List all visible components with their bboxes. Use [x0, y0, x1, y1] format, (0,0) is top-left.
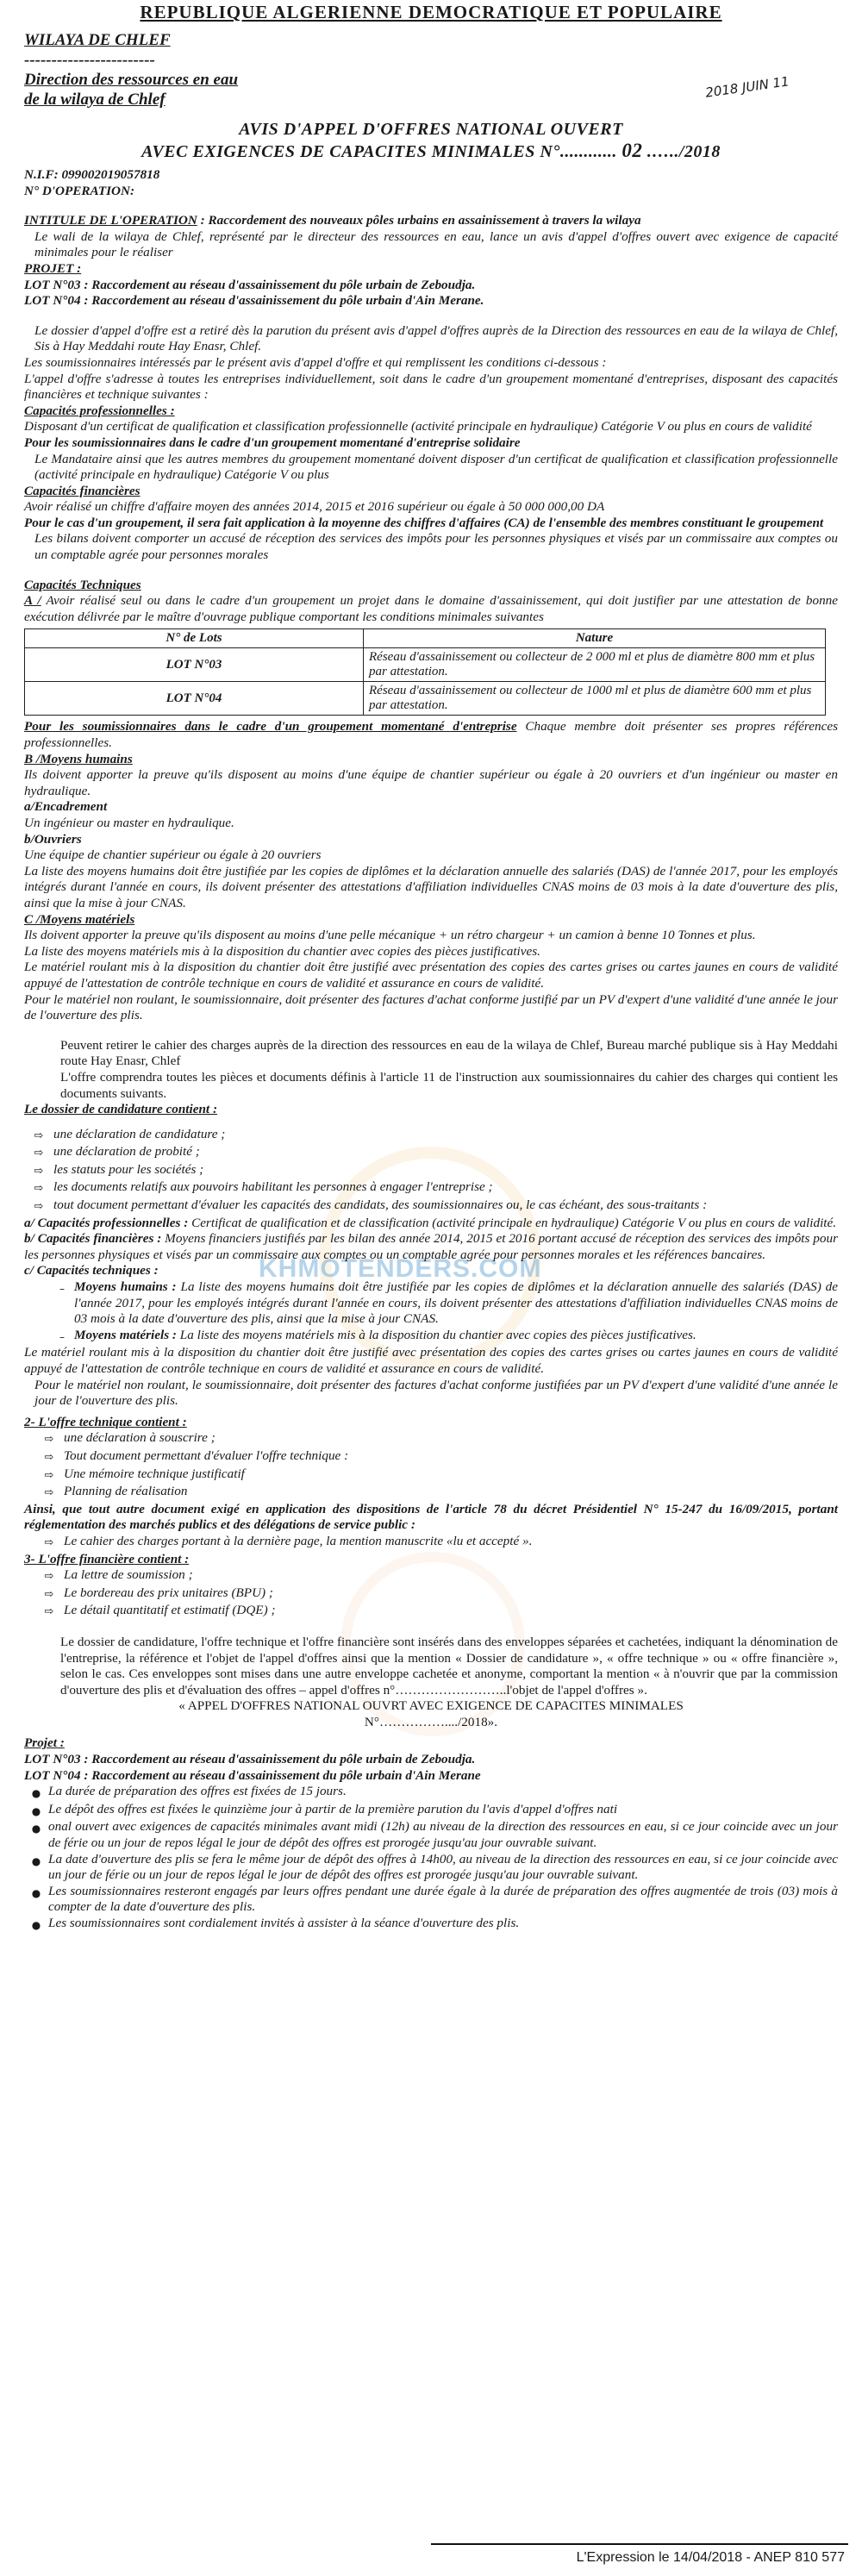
list-item: ⇨ tout document permettant d'évaluer les capacités des candidats, des soumissionnaires ou, le cas échéant, des sous-traitants : [24, 1197, 838, 1216]
header-dashes: ------------------------ [24, 51, 155, 69]
cap-fin-text-2: Pour le cas d'un groupement, il sera fait application à la moyenne des chiffres d'affaires (CA) de l'ensemble des membres constituant le groupement [24, 515, 824, 530]
list-item: ● Le dépôt des offres est fixées le quinzième jour à partir de la première parution du l'avis d'appel d'offres nati [24, 1802, 838, 1820]
dc-roulant: Le matériel roulant mis à la disposition du chantier doit être justifié avec présentation des copies des cartes grises ou cartes jaunes en cours de validité appuyé de l'attestation de contrôle technique en cours de validité et assurance en cours de validité. [24, 1345, 838, 1376]
bullet-icon: ● [31, 1787, 41, 1800]
moyens-materiels-label: C /Moyens matériels [24, 911, 135, 927]
list-item: ● Les soumissionnaires resteront engagés par leurs offres pendant une durée égale à la durée de préparation des offres augmentée de trois (03) mois à compter de la date d'ouverture des plis. [24, 1884, 838, 1916]
ouvriers-text: Une équipe de chantier supérieur ou égale à 20 ouvriers [24, 847, 322, 863]
offre-technique-ainsi: Ainsi, que tout autre document exigé en application des dispositions de l'article 78 du décret Présidentiel N° 15-247 du 16/09/2015, portant réglementation des marchés publics et des délégations de service public : [24, 1501, 838, 1533]
list-item: ⇨ Le détail quantitatif et estimatif (DQE) ; [24, 1603, 838, 1621]
list-item: ⇨ Tout document permettant d'évaluer l'offre technique : [24, 1448, 838, 1466]
cap-tech-grp-label: Pour les soumissionnaires dans le cadre d'un groupement momentané d'entreprise [24, 719, 517, 735]
cap-pro-label: Capacités professionnelles : [24, 403, 175, 418]
direction-line-1: Direction des ressources en eau [24, 71, 239, 89]
list-item: ● onal ouvert avec exigences de capacités minimales avant midi (12h) au niveau de la direction des ressources en eau, si ce jour coincide avec un jour de férie ou un jour de repos légal le jour de dépôt des offres est prorogée jusqu'au jour ouvrable suivant. [24, 1819, 838, 1851]
dossier-intro-p2: Les soumissionnaires intéressés par le présent avis d'appel d'offre et qui remplissent les conditions ci-dessous : [24, 354, 607, 370]
lot-cell: LOT N°03 [25, 648, 364, 682]
arrow-icon: ⇨ [34, 1164, 44, 1178]
dc-mh-label: Moyens humains : [74, 1279, 177, 1295]
list-item: ⇨ Le bordereau des prix unitaires (BPU) ; [24, 1585, 838, 1604]
lot-cell: LOT N°04 [25, 682, 364, 716]
retrait-text-2: L'offre comprendra toutes les pièces et documents définis à l'article 11 de l'instruction aux soumissionnaires du cahier des charges qui contient les documents suivants. [60, 1069, 838, 1101]
list-item: ⇨ les documents relatifs aux pouvoirs habilitant les personnes à engager l'entreprise ; [24, 1179, 838, 1197]
dc-mh-text: La liste des moyens humains doit être justifiée par les copies de diplômes et la déclaration annuelle des salariés (DAS) de l'année 2017, pour les employés intégrés durant l'année en cours, ils doivent présenter des attestations d'affiliation individuelles CNAS moins de 03 mois à la date d'ouverture des plis, ainsi que la mise à jour CNAS. [74, 1279, 838, 1327]
watermark-text: KHMOTENDERS.COM [259, 1254, 542, 1283]
arrow-icon: ⇨ [44, 1450, 54, 1464]
dc-cap-pro-label: a/ Capacités professionnelles : [24, 1215, 189, 1230]
offre-technique-label: 2- L'offre technique contient : [24, 1414, 187, 1429]
dc-cap-pro-text: Certificat de qualification et de classification (activité principale en hydraulique) Catégorie V ou plus en cours de validité. [188, 1215, 837, 1230]
dc-non-roulant: Pour le matériel non roulant, le soumissionnaire, doit présenter des factures d'achat conforme justifiées par un PV d'expert d'une validité d'une année le jour de l'ouverture des plis. [34, 1377, 838, 1409]
avis-subtitle [24, 140, 838, 162]
bullet-icon: ● [31, 1919, 41, 1931]
bullet-icon: ● [31, 1804, 41, 1817]
list-item: ⇨ Planning de réalisation [24, 1484, 838, 1502]
moyens-materiels-text-4: Pour le matériel non roulant, le soumissionnaire, doit présenter des factures d'achat conforme justifié par un PV d'expert d'une validité d'une année le jour de l'ouverture des plis. [24, 991, 838, 1023]
lots-header-nature: Nature [364, 629, 826, 648]
cap-fin-text-3: Les bilans doivent comporter un accusé de réception des services des impôts pour les personnes physiques et visés par un commissaire aux comptes ou un comptable agrée pour personnes morales [34, 531, 838, 563]
nature-cell: Réseau d'assainissement ou collecteur de 2 000 ml et plus de diamètre 800 mm et plus par attestation. [364, 648, 826, 682]
list-item: ⇨ Une mémoire technique justificatif [24, 1466, 838, 1485]
operation-number: N° D'OPERATION: [24, 183, 135, 198]
avis-title: AVIS D'APPEL D'OFFRES NATIONAL OUVERT [239, 120, 623, 139]
cap-tech-grp-text: Chaque membre doit présenter ses propres références professionnelles. [24, 719, 838, 751]
projet-lot-3: LOT N°03 : Raccordement au réseau d'assainissement du pôle urbain de Zeboudja. [24, 277, 476, 292]
arrow-icon: ⇨ [34, 1147, 44, 1160]
projet2-lot-4: LOT N°04 : Raccordement au réseau d'assainissement du pôle urbain d'Ain Merane [24, 1767, 481, 1783]
dc-cap-fin [24, 1231, 838, 1263]
avis-subtitle-prefix: AVEC EXIGENCES DE CAPACITES MINIMALES N°............ [141, 142, 617, 161]
closing-p2: « APPEL D'OFFRES NATIONAL OUVRT AVEC EXIGENCE DE CAPACITES MINIMALES [178, 1698, 684, 1714]
intitule-paragraph [24, 213, 838, 229]
encadrement-label: a/Encadrement [24, 799, 108, 815]
moyens-materiels-text-1: Ils doivent apporter la preuve qu'ils disposent au moins d'une pelle mécanique + un rétro chargeur + un camion à benne 10 Tonnes et plus. [24, 928, 756, 943]
list-item: ⇨ La lettre de soumission ; [24, 1567, 838, 1585]
bullet-icon: ● [31, 1886, 41, 1899]
list-item [24, 1328, 838, 1346]
projet2-label: Projet : [24, 1735, 65, 1751]
arrow-icon: ⇨ [44, 1433, 54, 1447]
ouvriers-label: b/Ouvriers [24, 831, 82, 847]
list-item: ⇨ Le cahier des charges portant à la dernière page, la mention manuscrite «lu et accepté ». [24, 1534, 838, 1552]
cap-pro-grp-text: Le Mandataire ainsi que les autres membres du groupement momentané doivent disposer d'un certificat de qualification et classification professionnelle (activité principale en hydraulique) Catégorie V ou plus [34, 451, 838, 483]
table-row [25, 648, 826, 682]
document-page [24, 0, 838, 2535]
nif-line: N.I.F: 099002019057818 [24, 167, 160, 182]
arrow-icon: ⇨ [44, 1570, 54, 1584]
arrow-icon: ⇨ [44, 1587, 54, 1601]
projet-lot-4: LOT N°04 : Raccordement au réseau d'assainissement du pôle urbain d'Ain Merane. [24, 293, 484, 309]
direction-line-2: de la wilaya de Chlef [24, 91, 166, 109]
avis-number: 02 [622, 140, 643, 161]
cap-pro-text: Disposant d'un certificat de qualification et classification professionnelle (activité principale en hydraulique) Catégorie V ou plus en cours de validité [24, 419, 812, 435]
dash-icon: – [59, 1330, 65, 1343]
projet-label: PROJET : [24, 260, 82, 276]
closing-p3: N°……………..../2018». [364, 1714, 498, 1729]
moyens-materiels-text-3: Le matériel roulant mis à la disposition du chantier doit être justifié avec présentation des copies des cartes grises ou cartes jaunes en cours de validité appuyé de l'attestation de contrôle technique en cours de validité et assurance en cours de validité. [24, 960, 838, 991]
lots-header-lot: N° de Lots [25, 629, 364, 648]
nature-cell: Réseau d'assainissement ou collecteur de 1000 ml et plus de diamètre 600 mm et plus par attestation. [364, 682, 826, 716]
dc-mm-text: La liste des moyens matériels mis à la disposition du chantier avec copies des pièces justificatives. [176, 1327, 696, 1342]
dossier-candidature-label: Le dossier de candidature contient : [24, 1102, 218, 1117]
list-item: ● La durée de préparation des offres est fixées de 15 jours. [24, 1784, 838, 1802]
list-item: ⇨ une déclaration à souscrire ; [24, 1430, 838, 1448]
dc-cap-pro [24, 1216, 838, 1232]
moyens-materiels-text-2: La liste des moyens matériels mis à la disposition du chantier avec copies des pièces justificatives. [24, 943, 540, 959]
cap-tech-a [24, 593, 838, 625]
dossier-intro-p1: Le dossier d'appel d'offre est a retiré dès la parution du présent avis d'appel d'offres auprès de la Direction des ressources en eau de la wilaya de Chlef, Sis à Hay Meddahi route Hay Enasr, Chlef. [34, 322, 838, 354]
date-stamp: 2018 JUIN 11 [704, 73, 790, 101]
dc-cap-tech-label: c/ Capacités techniques : [24, 1263, 159, 1279]
lots-table-header [25, 629, 826, 648]
list-item: ⇨ les statuts pour les sociétés ; [24, 1162, 838, 1180]
cap-fin-text-1: Avoir réalisé un chiffre d'affaire moyen des années 2014, 2015 et 2016 supérieur ou égale à 50 000 000,00 DA [24, 499, 605, 515]
cap-pro-grp-label: Pour les soumissionnaires dans le cadre d'un groupement momentané d'entreprise solidaire [24, 435, 521, 450]
closing-p1: Le dossier de candidature, l'offre technique et l'offre financière sont insérés dans des enveloppes séparées et cachetées, indiquant la dénomination de l'entreprise, la référence et l'objet de l'appel d'offres ainsi que la mention « Dossier de candidature », « offre technique » ou « offre financière », selon le cas. Ces enveloppes sont mises dans une autre enveloppe cachetée et anonyme, comportant la mention « à n'ouvrir que par la commission d'ouverture des plis et d'évaluation des offres – appel d'offres n°……………………..l'objet de l'appel d'offres ». [60, 1634, 838, 1698]
intitule-label: INTITULE DE L'OPERATION [24, 213, 197, 228]
arrow-icon: ⇨ [34, 1200, 44, 1214]
arrow-icon: ⇨ [34, 1129, 44, 1142]
cap-tech-a-text: Avoir réalisé seul ou dans le cadre d'un groupement un projet dans le domaine d'assainissement, qui doit justifier par une attestation de bonne exécution délivrée par le maître d'ouvrage publique comportant les conditions minimales suivantes [24, 593, 838, 624]
avis-subtitle-suffix: .…../2018 [646, 142, 721, 161]
list-item: ⇨ une déclaration de candidature ; [24, 1127, 838, 1145]
intitule-intro: Le wali de la wilaya de Chlef, représenté par le directeur des ressources en eau, lance un avis d'appel d'offres ouvert avec exigence de capacité minimales pour le réaliser [34, 228, 838, 260]
retrait-text: Peuvent retirer le cahier des charges auprès de la direction des ressources en eau de la wilaya de Chlef, Bureau marché publique sis à Hay Meddahi route Hay Enasr, Chlef [60, 1037, 838, 1069]
list-item: ● Les soumissionnaires sont cordialement invités à assister à la séance d'ouverture des plis. [24, 1916, 838, 1934]
intitule-text: : Raccordement des nouveaux pôles urbains en assainissement à travers la wilaya [197, 213, 641, 228]
bullet-icon: ● [31, 1823, 41, 1835]
moyens-humains-list: La liste des moyens humains doit être justifiée par les copies de diplômes et la déclaration annuelle des salariés (DAS) de l'année 2017, pour les employés intégrés durant l'année en cours, ils doivent présenter des attestations d'affiliation individuelles CNAS moins de 03 mois à la date d'ouverture des plis, ainsi que la mise à jour CNAS. [24, 863, 838, 910]
cap-tech-label: Capacités Techniques [24, 577, 141, 592]
cap-fin-label: Capacités financières [24, 483, 141, 498]
republic-title: REPUBLIQUE ALGERIENNE DEMOCRATIQUE ET POPULAIRE [140, 2, 722, 22]
arrow-icon: ⇨ [44, 1535, 54, 1549]
encadrement-text: Un ingénieur ou master en hydraulique. [24, 816, 234, 830]
moyens-humains-label: B /Moyens humains [24, 751, 133, 766]
list-item: ⇨ une déclaration de probité ; [24, 1144, 838, 1162]
cap-tech-grp [24, 719, 838, 751]
cap-tech-a-label: A / [24, 593, 41, 609]
offre-financiere-label: 3- L'offre financière contient : [24, 1551, 190, 1566]
dc-mm-label: Moyens matériels : [74, 1327, 177, 1342]
table-row [25, 682, 826, 716]
bullet-icon: ● [31, 1854, 41, 1867]
dash-icon: – [59, 1283, 65, 1296]
dc-cap-fin-text: Moyens financiers justifiés par les bilan des année 2014, 2015 et 2016 portant accusé de réception des services des impôts pour les personnes physiques et visés par un commissaire aux comptes ou un comptable agrée pour personnes morales et les références bancaires. [24, 1231, 838, 1262]
list-item [24, 1279, 838, 1328]
footer-publication: L'Expression le 14/04/2018 - ANEP 810 577 [431, 2543, 848, 2566]
dossier-intro-p3: L'appel d'offre s'adresse à toutes les entreprises individuellement, soit dans le cadre d'un groupement momentané d'entreprises, disposant des capacités financières et technique suivantes : [24, 371, 838, 403]
arrow-icon: ⇨ [34, 1182, 44, 1196]
wilaya-name: WILAYA DE CHLEF [24, 31, 171, 49]
projet2-lot-3: LOT N°03 : Raccordement au réseau d'assainissement du pôle urbain de Zeboudja. [24, 1752, 476, 1767]
arrow-icon: ⇨ [44, 1486, 54, 1500]
arrow-icon: ⇨ [44, 1468, 54, 1482]
arrow-icon: ⇨ [44, 1605, 54, 1619]
lots-table [24, 628, 826, 716]
dc-cap-fin-label: b/ Capacités financières : [24, 1231, 162, 1247]
list-item: ● La date d'ouverture des plis se fera le même jour de dépôt des offres à 14h00, au niveau de la direction des ressources en eau, si ce jour coincide avec un jour de férie ou un jour de repos légal le jour de dépôt des offres est prorogée jusqu'au jour ouvrable suivant. [24, 1852, 838, 1884]
moyens-humains-text: Ils doivent apporter la preuve qu'ils disposent au moins d'une équipe de chantier supérieur ou égale à 20 ouvriers et d'un ingénieur ou master en hydraulique. [24, 767, 838, 798]
